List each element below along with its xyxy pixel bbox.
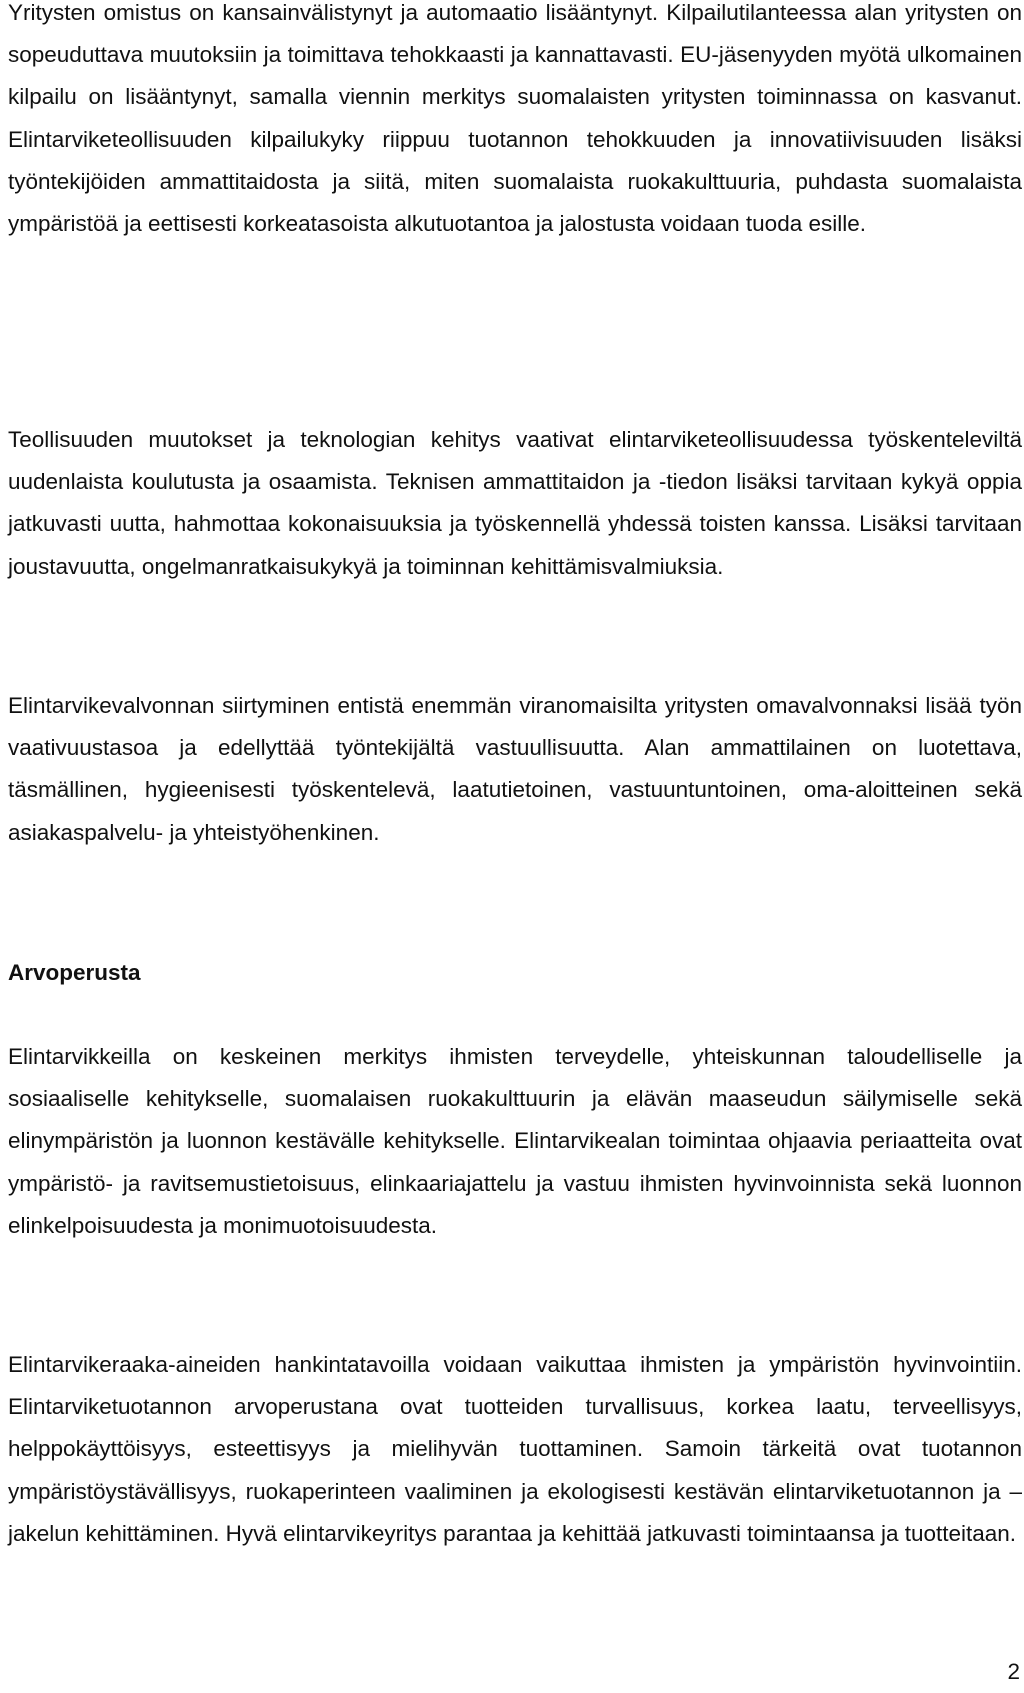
document-page	[8, 0, 1022, 1693]
body-paragraph-value-importance: Elintarvikkeilla on keskeinen merkitys ihmisten terveydelle, yhteiskunnan taloudelliselle ja sosiaaliselle kehitykselle, suomalaisen ruokakulttuurin ja elävän maaseudun säilymiselle sekä elinympäristön ja luonnon kestävälle kehitykselle. Elintarvikealan toimintaa ohjaavia periaatteita ovat ympäristö- ja ravitsemustietoisuus, elinkaariajattelu ja vastuu ihmisten hyvinvoinnista sekä luonnon elinkelpoisuudesta ja monimuotoisuudesta.	[8, 1044, 1022, 1238]
page-number: 2	[1007, 1659, 1020, 1684]
body-paragraph-food-control: Elintarvikevalvonnan siirtyminen entistä enemmän viranomaisilta yritysten omavalvonnaksi lisää työn vaativuustasoa ja edellyttää työntekijältä vastuullisuutta. Alan ammattilainen on luotettava, täsmällinen, hygieenisesti työskentelevä, laatutietoinen, vastuuntuntoinen, oma-aloitteinen sekä asiakaspalvelu- ja yhteistyöhenkinen.	[8, 693, 1022, 845]
body-paragraph-ownership: Yritysten omistus on kansainvälistynyt ja automaatio lisääntynyt. Kilpailutilanteessa alan yritysten on sopeuduttava muutoksiin ja toimittava tehokkaasti ja kannattavasti. EU-jäsenyyden myötä ulkomainen kilpailu on lisääntynyt, samalla viennin merkitys suomalaisten yritysten toiminnassa on kasvanut. Elintarviketeollisuuden kilpailukyky riippuu tuotannon tehokkuuden ja innovatiivisuuden lisäksi työntekijöiden ammattitaidosta ja siitä, miten suomalaista ruokakulttuuria, puhdasta suomalaista ympäristöä ja eettisesti korkeatasoista alkutuotantoa ja jalostusta voidaan tuoda esille.	[8, 0, 1022, 237]
body-paragraph-industry-changes: Teollisuuden muutokset ja teknologian kehitys vaativat elintarviketeollisuudessa työskenteleviltä uudenlaista koulutusta ja osaamista. Teknisen ammattitaidon ja -tiedon lisäksi tarvitaan kykyä oppia jatkuvasti uutta, hahmottaa kokonaisuuksia ja työskennellä yhdessä toisten kanssa. Lisäksi tarvitaan joustavuutta, ongelmanratkaisukykyä ja toiminnan kehittämisvalmiuksia.	[8, 427, 1022, 579]
section-heading: Arvoperusta	[8, 960, 141, 985]
body-paragraph-value-sourcing: Elintarvikeraaka-aineiden hankintatavoilla voidaan vaikuttaa ihmisten ja ympäristön hyvinvointiin. Elintarviketuotannon arvoperustana ovat tuotteiden turvallisuus, korkea laatu, terveellisyys, helppokäyttöisyys, esteettisyys ja mielihyvän tuottaminen. Samoin tärkeitä ovat tuotannon ympäristöystävällisyys, ruokaperinteen vaaliminen ja ekologisesti kestävän elintarviketuotannon ja –jakelun kehittäminen. Hyvä elintarvikeyritys parantaa ja kehittää jatkuvasti toimintaansa ja tuotteitaan.	[8, 1352, 1022, 1546]
